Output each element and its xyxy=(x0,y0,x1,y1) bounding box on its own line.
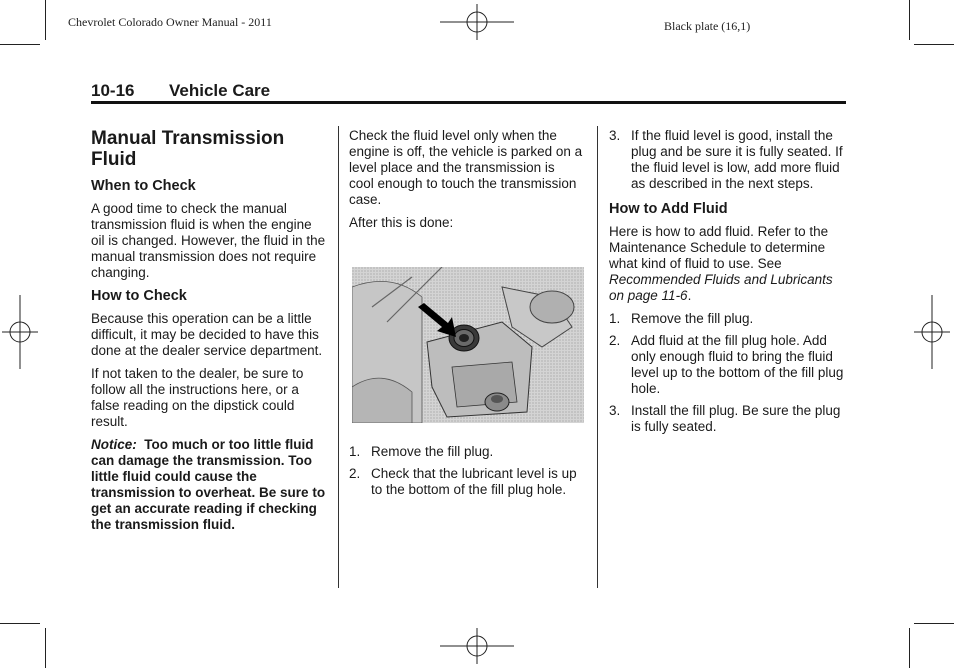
crop-mark xyxy=(909,628,910,668)
section-header xyxy=(91,81,270,101)
page-number: 10-16 xyxy=(91,81,135,100)
crop-mark xyxy=(914,44,954,45)
notice-label: Notice: xyxy=(91,437,137,452)
notice-block xyxy=(91,437,327,533)
crop-mark xyxy=(45,0,46,40)
cross-reference-link[interactable]: Recommended Fluids and Lubricants on page 11-6 xyxy=(609,272,833,303)
crop-mark xyxy=(914,623,954,624)
crop-mark xyxy=(909,0,910,40)
steps-check-continued xyxy=(609,128,846,192)
column-2-steps xyxy=(349,444,583,504)
paragraph-dealer-note: If not taken to the dealer, be sure to follow all the instructions here, or a false reading on the dipstick could result. xyxy=(91,366,304,429)
column-3 xyxy=(609,128,846,441)
paragraph-how-to-check: Because this operation can be a little difficult, it may be decided to have this done at the dealer service department. xyxy=(91,311,323,358)
column-1 xyxy=(91,128,327,540)
subheading-how-to-check: How to Check xyxy=(91,288,187,304)
transmission-fill-plug-illustration xyxy=(352,267,584,423)
registration-mark-icon xyxy=(440,628,514,664)
list-item: 3. Install the fill plug. Be sure the plug is fully seated. xyxy=(609,403,841,434)
column-divider xyxy=(597,126,598,588)
paragraph-after: After this is done: xyxy=(349,215,454,230)
registration-mark-icon xyxy=(914,295,950,369)
running-header-title: Chevrolet Colorado Owner Manual - 2011 xyxy=(68,15,272,29)
section-title: Vehicle Care xyxy=(169,81,271,100)
crop-mark xyxy=(0,623,40,624)
crop-mark xyxy=(0,44,40,45)
list-item: 1. Remove the fill plug. xyxy=(609,311,754,326)
page-title: Manual Transmission Fluid xyxy=(91,128,285,170)
crop-mark xyxy=(45,628,46,668)
column-divider xyxy=(338,126,339,588)
list-item: 2. Add fluid at the fill plug hole. Add only enough fluid to bring the fluid level up to the bottom of the fill plug hole. xyxy=(609,333,844,396)
header-rule xyxy=(91,101,846,104)
notice-text: Too much or too little fluid can damage the transmission. Too little fluid could cause the transmission to overheat. Be sure to get an accurate reading if checking the transmission fluid. xyxy=(91,437,326,532)
running-header-plate: Black plate (16,1) xyxy=(664,19,751,33)
list-item: 1. Remove the fill plug. xyxy=(349,444,494,459)
list-item: 2. Check that the lubricant level is up to the bottom of the fill plug hole. xyxy=(349,466,577,497)
registration-mark-icon xyxy=(2,295,38,369)
paragraph-how-to-add-fluid: Here is how to add fluid. Refer to the Maintenance Schedule to determine what kind of fluid to use. See Recommended Fluids and Lubricants on page 11-6. xyxy=(609,224,833,303)
list-item: 3. If the fluid level is good, install the plug and be sure it is fully seated. If the fluid level is low, add more fluid as described in the next steps. xyxy=(609,128,843,191)
steps-add-fluid xyxy=(609,311,846,435)
steps-check-list xyxy=(349,444,583,498)
subheading-when-to-check: When to Check xyxy=(91,178,196,194)
subheading-how-to-add-fluid: How to Add Fluid xyxy=(609,201,728,217)
column-2 xyxy=(349,128,583,238)
paragraph-when-to-check: A good time to check the manual transmission fluid is when the engine oil is changed. However, the fluid in the manual transmission does not require changing. xyxy=(91,201,326,280)
paragraph-check-conditions: Check the fluid level only when the engine is off, the vehicle is parked on a level place and the transmission is cool enough to touch the transmission case. xyxy=(349,128,583,207)
registration-mark-icon xyxy=(440,4,514,40)
